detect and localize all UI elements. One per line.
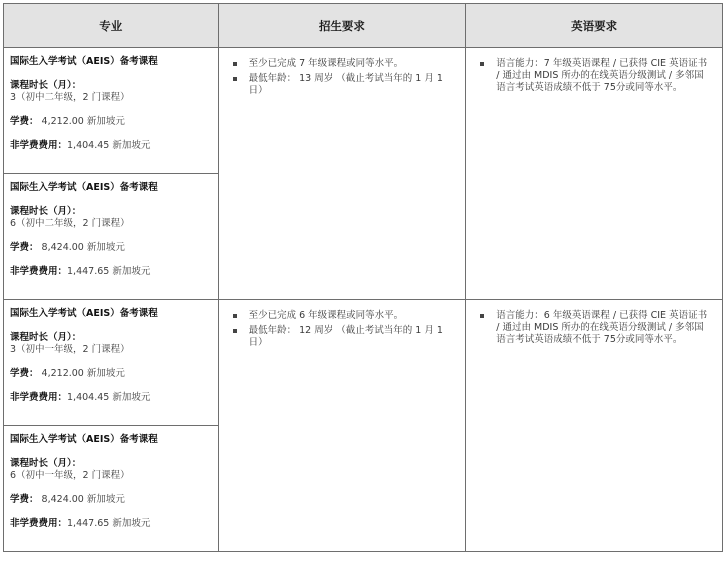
english-list xyxy=(466,48,722,94)
tuition-value: 4,212.00 新加坡元 xyxy=(38,116,125,127)
requirements-table xyxy=(3,3,723,552)
program-title: 国际生入学考试（AEIS）备考课程 xyxy=(10,308,158,319)
english-cell xyxy=(466,48,723,300)
nontuition-label: 非学费费用： xyxy=(10,518,68,529)
program-entry xyxy=(4,300,218,425)
duration-label: 课程时长（月）： xyxy=(10,80,82,91)
list-item: 至少已完成 7 年级课程或同等水平。 xyxy=(231,58,456,70)
nontuition-value: 1,404.45 新加坡元 xyxy=(67,392,151,403)
bullet-icon xyxy=(480,62,484,66)
program-cell xyxy=(4,174,219,300)
duration-value: 6（初中二年级，2 门课程） xyxy=(10,218,130,229)
admission-cell xyxy=(218,300,466,552)
table-row xyxy=(4,300,723,426)
program-entry xyxy=(4,426,218,551)
duration-label: 课程时长（月）： xyxy=(10,458,82,469)
header-program: 专业 xyxy=(4,4,219,48)
nontuition-value: 1,404.45 新加坡元 xyxy=(67,140,151,151)
nontuition-value: 1,447.65 新加坡元 xyxy=(67,266,151,277)
program-entry xyxy=(4,48,218,173)
tuition-label: 学费： xyxy=(10,494,39,505)
nontuition-label: 非学费费用： xyxy=(10,392,68,403)
tuition-value: 8,424.00 新加坡元 xyxy=(38,494,125,505)
bullet-icon xyxy=(233,77,237,81)
table-row xyxy=(4,48,723,174)
bullet-icon xyxy=(233,329,237,333)
duration-value: 3（初中一年级，2 门课程） xyxy=(10,344,130,355)
tuition-value: 4,212.00 新加坡元 xyxy=(38,368,125,379)
duration-label: 课程时长（月）： xyxy=(10,206,82,217)
program-title: 国际生入学考试（AEIS）备考课程 xyxy=(10,434,158,445)
nontuition-label: 非学费费用： xyxy=(10,266,68,277)
program-title: 国际生入学考试（AEIS）备考课程 xyxy=(10,56,158,67)
admission-list xyxy=(219,48,466,97)
header-admission: 招生要求 xyxy=(218,4,466,48)
tuition-label: 学费： xyxy=(10,368,39,379)
admission-list xyxy=(219,300,466,349)
header-english: 英语要求 xyxy=(466,4,723,48)
english-list xyxy=(466,300,722,346)
english-cell xyxy=(466,300,723,552)
list-item: 语言能力：6 年级英语课程 / 已获得 CIE 英语证书 / 通过由 MDIS 所办的在线英语分级测试 / 多邻国语言考试英语成绩不低于 75分或同等水平。 xyxy=(478,310,712,346)
admission-cell xyxy=(218,48,466,300)
duration-label: 课程时长（月）： xyxy=(10,332,82,343)
tuition-value: 8,424.00 新加坡元 xyxy=(38,242,125,253)
tuition-label: 学费： xyxy=(10,242,39,253)
duration-value: 3（初中二年级，2 门课程） xyxy=(10,92,130,103)
bullet-icon xyxy=(233,314,237,318)
bullet-icon xyxy=(233,62,237,66)
program-cell xyxy=(4,48,219,174)
program-cell xyxy=(4,300,219,426)
bullet-icon xyxy=(480,314,484,318)
program-title: 国际生入学考试（AEIS）备考课程 xyxy=(10,182,158,193)
list-item: 最低年龄： 13 周岁 （截止考试当年的 1 月 1 日） xyxy=(231,73,456,97)
list-item: 语言能力：7 年级英语课程 / 已获得 CIE 英语证书 / 通过由 MDIS 所办的在线英语分级测试 / 多邻国语言考试英语成绩不低于 75分或同等水平。 xyxy=(478,58,712,94)
header-row xyxy=(4,4,723,48)
tuition-label: 学费： xyxy=(10,116,39,127)
list-item: 至少已完成 6 年级课程或同等水平。 xyxy=(231,310,456,322)
list-item: 最低年龄： 12 周岁 （截止考试当年的 1 月 1 日） xyxy=(231,325,456,349)
duration-value: 6（初中一年级，2 门课程） xyxy=(10,470,130,481)
nontuition-value: 1,447.65 新加坡元 xyxy=(67,518,151,529)
program-entry xyxy=(4,174,218,299)
nontuition-label: 非学费费用： xyxy=(10,140,68,151)
program-cell xyxy=(4,426,219,552)
